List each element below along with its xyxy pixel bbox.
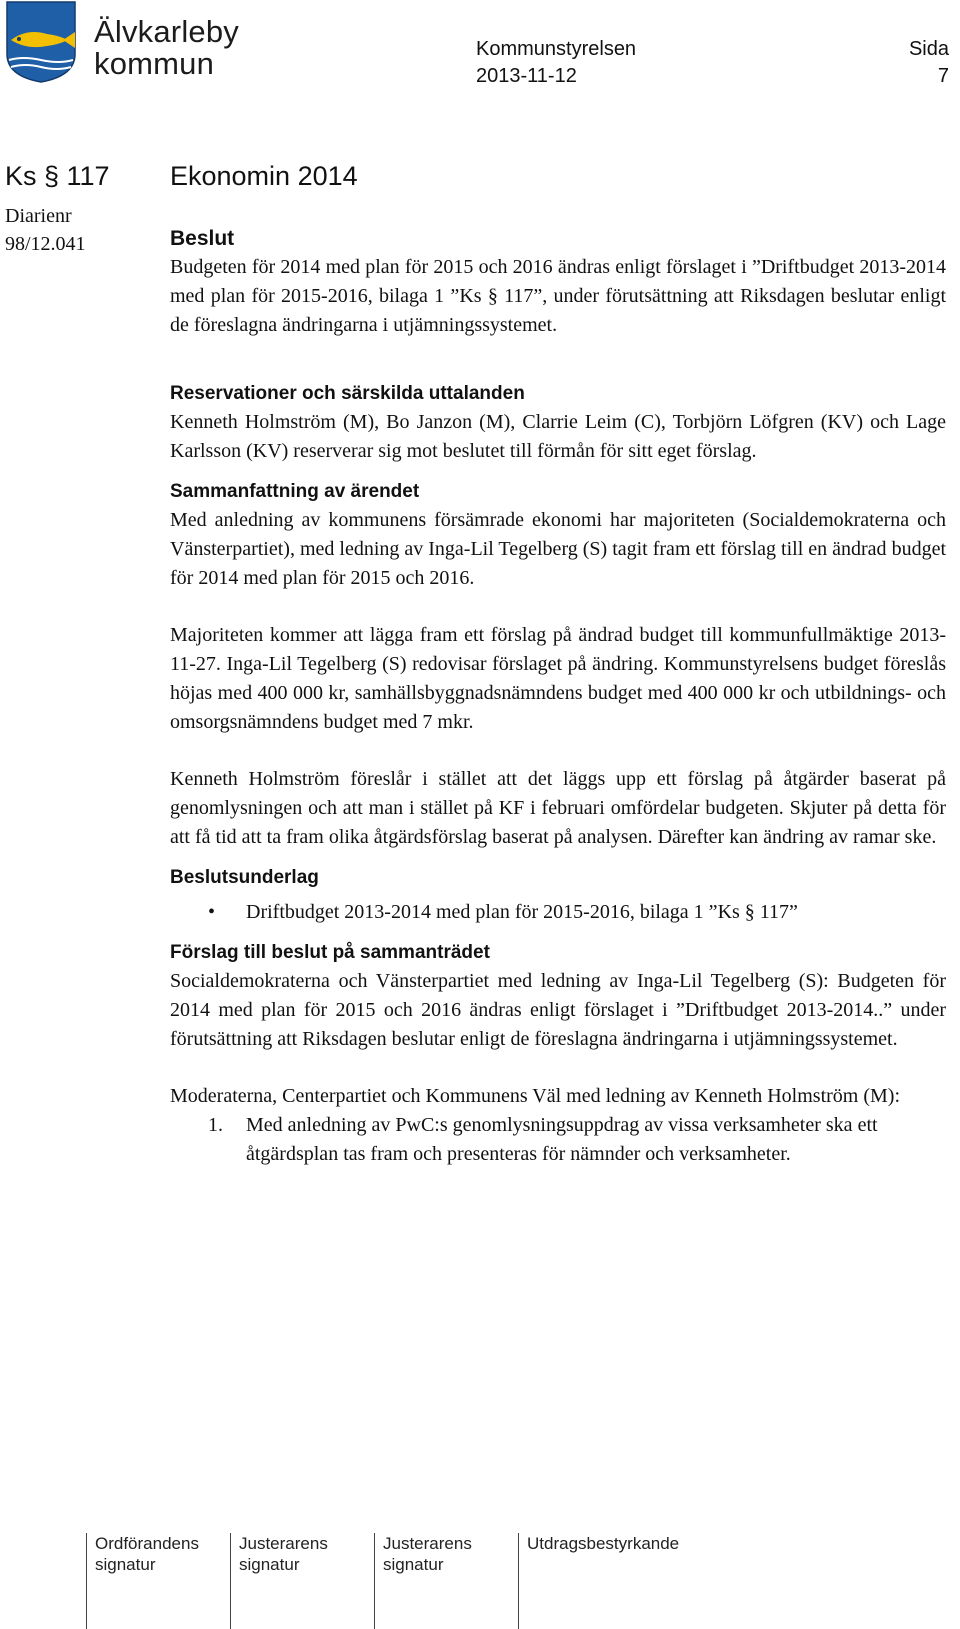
signature-box-justerare-2 — [374, 1533, 518, 1629]
signature-box-justerare-1 — [230, 1533, 374, 1629]
sammanfattning-paragraph-1: Med anledning av kommunens försämrade ekonomi har majoriteten (Socialdemokraterna och Vänsterpartiet), med ledning av Inga-Lil Tegelberg (S) tagit fram ett förslag till en ändrad budget för 2014 med plan för 2015 och 2016. — [170, 509, 946, 589]
page-label: Sida — [908, 38, 949, 60]
logo-line-1: Älvkarleby — [94, 14, 239, 49]
municipality-crest-logo — [3, 0, 79, 84]
diarie-label: Diarienr — [5, 205, 72, 227]
signature-box-utdragsbestyrkande — [518, 1533, 960, 1629]
list-item-text: Driftbudget 2013-2014 med plan för 2015-2016, bilaga 1 ”Ks § 117” — [246, 901, 798, 923]
organisation-name: Kommunstyrelsen — [476, 38, 637, 60]
list-item-text: Med anledning av PwC:s genomlysningsuppdrag av vissa verksamheter ska ett åtgärdsplan tas fram och presenteras för nämnder och verksamheter. — [246, 1114, 878, 1165]
signature-label: Justerarens — [239, 1534, 328, 1553]
signature-footer — [86, 1533, 960, 1629]
page-number: 7 — [937, 65, 949, 87]
signature-label: Ordförandens — [95, 1534, 199, 1553]
signature-label: Utdragsbestyrkande — [527, 1534, 680, 1553]
signature-label: signatur — [383, 1555, 444, 1574]
signature-label: signatur — [239, 1555, 300, 1574]
minutes-body — [170, 225, 946, 1169]
municipality-name — [94, 16, 239, 80]
section-heading-sammanfattning: Sammanfattning av ärendet — [170, 481, 420, 502]
sammanfattning-paragraph-2: Majoriteten kommer att lägga fram ett förslag på ändrad budget till kommunfullmäktige 2013-11-27. Inga-Lil Tegelberg (S) redovisar förslaget på ändring. Kommunstyrelsens budget föreslås höjas med 400 000 kr, samhällsbyggnadsnämndens budget med 400 000 kr och utbildnings- och omsorgsnämndens budget med 7 mkr. — [170, 624, 946, 733]
section-heading-forslag: Förslag till beslut på sammanträdet — [170, 942, 490, 963]
paragraph-number: Ks § 117 — [5, 161, 110, 191]
section-heading-beslutsunderlag: Beslutsunderlag — [170, 867, 319, 888]
paragraph-title: Ekonomin 2014 — [170, 161, 358, 191]
forslag-numbered-list — [170, 1111, 946, 1169]
signature-label: signatur — [95, 1555, 156, 1574]
header-page-block — [909, 36, 949, 90]
section-heading-beslut: Beslut — [170, 227, 235, 250]
diarie-block — [5, 202, 86, 258]
signature-box-ordforande — [86, 1533, 230, 1629]
sammanfattning-paragraph-3: Kenneth Holmström föreslår i stället att det läggs upp ett förslag på åtgärder baserat på genomlysningen och att man i stället på KF i februari omfördelar budgeten. Skjuter på detta för att få tid att ta fram olika åtgärdsförslag baserat på analysen. Därefter kan ändring av ramar ske. — [170, 768, 946, 848]
list-item — [170, 1111, 946, 1169]
header-organisation-block — [476, 36, 636, 90]
diarie-number: 98/12.041 — [5, 233, 86, 255]
signature-label: Justerarens — [383, 1534, 472, 1553]
logo-line-2: kommun — [94, 46, 215, 81]
section-heading-reservationer: Reservationer och särskilda uttalanden — [170, 383, 525, 404]
list-item-number: 1. — [208, 1114, 223, 1136]
beslutsunderlag-list — [170, 898, 946, 927]
forslag-paragraph-1: Socialdemokraterna och Vänsterpartiet med ledning av Inga-Lil Tegelberg (S): Budgeten för 2014 med plan för 2015 och 2016 ändras enligt förslaget i ”Driftbudget 2013-2014..” under förutsättning att Riksdagen beslutar enligt de föreslagna ändringarna i utjämningssystemet. — [170, 970, 946, 1050]
bullet-icon: • — [208, 901, 216, 923]
list-item — [170, 898, 946, 927]
beslut-text: Budgeten för 2014 med plan för 2015 och 2016 ändras enligt förslaget i ”Driftbudget 2013-2014 med plan för 2015-2016, bilaga 1 ”Ks § 117”, under förutsättning att Riksdagen beslutar enligt de föreslagna ändringarna i utjämningssystemet. — [170, 256, 946, 336]
forslag-paragraph-2: Moderaterna, Centerpartiet och Kommunens Väl med ledning av Kenneth Holmström (M): — [170, 1085, 900, 1107]
reservationer-text: Kenneth Holmström (M), Bo Janzon (M), Clarrie Leim (C), Torbjörn Löfgren (KV) och Lage Karlsson (KV) reserverar sig mot beslutet till förmån för sitt eget förslag. — [170, 411, 946, 462]
meeting-date: 2013-11-12 — [476, 65, 577, 87]
